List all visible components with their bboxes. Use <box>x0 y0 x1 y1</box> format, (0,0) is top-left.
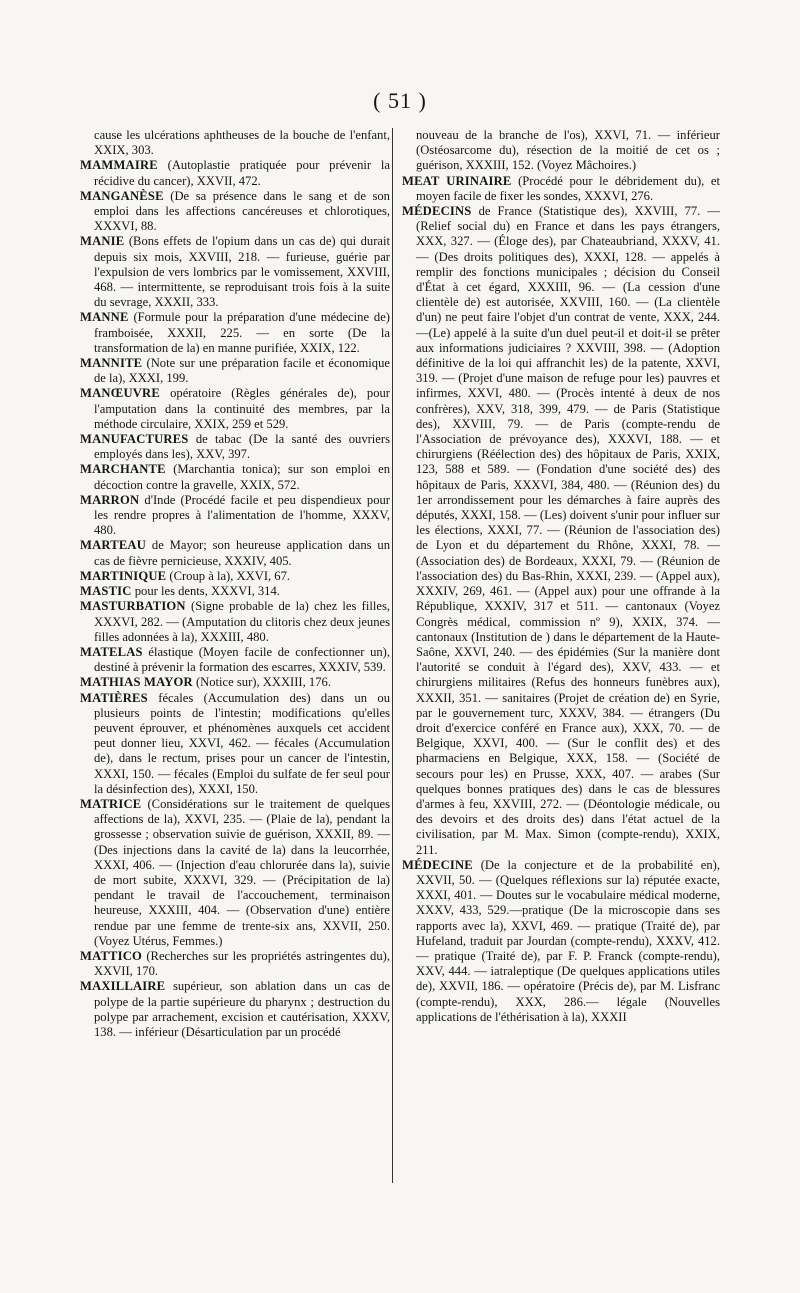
index-entry: MATRICE (Considérations sur le traitement de quelques affections de la), XXVI, 235. — (Plaie de la), pendant la grossesse ; observation suivie de guérison, XXXII, 89. — (Des injections dans la cavité de la) dans la leucorrhée, XXXI, 406. — (Injection d'eau chlorurée dans la), suivie de mort subite, XXXVI, 329. — (Précipitation de la) pendant le travail de l'accouchement, terminaison heureuse, XXXIII, 404. — (Observation d'une) entière rendue par une femme de trente-six ans, XXVII, 250. (Voyez Utérus, Femmes.) <box>80 796 390 948</box>
index-entry: MANNE (Formule pour la préparation d'une médecine de) framboisée, XXXII, 225. — en sorte (De la transformation de la) en manne purifiée, XXIX, 122. <box>80 310 390 355</box>
column-divider <box>392 128 393 1183</box>
index-entry: MAXILLAIRE supérieur, son ablation dans un cas de polype de la partie supérieure du pharynx ; destruction du polype par arrachement, excision et cautérisation, XXXV, 138. — inférieur (Désarticulation par un procédé <box>80 979 390 1039</box>
index-entry: MÉDECINE (De la conjecture et de la probabilité en), XXVII, 50. — (Quelques réflexions sur la) réputée exacte, XXXI, 401. — Doutes sur le vocabulaire médical moderne, XXXV, 433, 529.—pratique (De la microscopie dans ses rapports avec la), XXVI, 469. — pratique (Traité de), par Hufeland, traduit par Jourdan (compte-rendu), XXXV, 412. — pratique (Traité de), par F. P. Franck (compte-rendu), XXV, 444. — iatraleptique (De quelques applications utiles de), XXVII, 186. — opératoire (Précis de), par M. Lisfranc (compte-rendu), XXX, 286.— légale (Nouvelles applications de l'éthérisation à la), XXXII <box>402 857 720 1024</box>
page-number: ( 51 ) <box>373 88 427 113</box>
index-entry: MEAT URINAIRE (Procédé pour le débridement du), et moyen facile de fixer les sondes, XXXVI, 276. <box>402 173 721 203</box>
index-entry: MATIÈRES fécales (Accumulation des) dans un ou plusieurs points de l'intestin; modifications qu'elles peuvent éprouver, et phénomènes auxquels cet accident peut donner lieu, XXVI, 462. — fécales (Accumulation de), dans le rectum, prises pour un cancer de l'intestin, XXXI, 150. — fécales (Emploi du sulfate de fer seul pour la désinfection des), XXXI, 150. <box>80 690 390 796</box>
index-entry: MANNITE (Note sur une préparation facile et économique de la), XXXI, 199. <box>80 356 390 386</box>
index-entry: MANUFACTURES de tabac (De la santé des ouvriers employés dans les), XXV, 397. <box>80 432 390 462</box>
index-entry: nouveau de la branche de l'os), XXVI, 71. — inférieur (Ostéosarcome du), résection de la moitié de cet os ; guérison, XXXIII, 152. (Voyez Mâchoires.) <box>416 128 720 173</box>
index-entry: MATTICO (Recherches sur les propriétés astringentes du), XXVII, 170. <box>80 948 390 979</box>
index-entry: MAMMAIRE (Autoplastie pratiquée pour prévenir la récidive du cancer), XXVII, 472. <box>80 158 390 188</box>
index-entry: cause les ulcérations aphtheuses de la bouche de l'enfant, XXIX, 303. <box>94 128 390 158</box>
index-entry: MATELAS élastique (Moyen facile de confectionner un), destiné à prévenir la formation des escarres, XXXIV, 539. <box>80 644 390 675</box>
index-entry: MARTEAU de Mayor; son heureuse application dans un cas de fièvre pernicieuse, XXXIV, 405. <box>80 538 390 568</box>
index-entry: MARRON d'Inde (Procédé facile et peu dispendieux pour les rendre propres à l'alimentation de l'homme, XXXV, 480. <box>80 492 390 538</box>
index-entry: MARTINIQUE (Croup à la), XXVI, 67. <box>80 568 291 583</box>
index-entry: MANIE (Bons effets de l'opium dans un cas de) qui durait depuis six mois, XXVIII, 218. — furieuse, guérie par l'expulsion de vers lombrics par le vomissement, XXVIII, 468. — intermittente, se reproduisant trois fois à la suite du sevrage, XXXII, 333. <box>80 234 390 310</box>
left-column <box>80 128 390 1040</box>
index-entry: MARCHANTE (Marchantia tonica); sur son emploi en décoction contre la gravelle, XXIX, 572. <box>80 462 390 492</box>
index-entry: MANGANÈSE (De sa présence dans le sang et de son emploi dans les affections cancéreuses et chlorotiques, XXXVI, 88. <box>80 188 390 234</box>
index-entry: MASTIC pour les dents, XXXVI, 314. <box>80 584 280 599</box>
right-column <box>402 128 720 1025</box>
index-entry: MATHIAS MAYOR (Notice sur), XXXIII, 176. <box>80 675 331 690</box>
index-entry: MÉDECINS de France (Statistique des), XXVIII, 77. — (Relief social du) en France et dans les pays étrangers, XXX, 327. — (Éloge des), par Chateaubriand, XXXV, 41. — (Des droits politiques des), XXXI, 128. — appelés à remplir des fonctions municipales ; décision du Conseil d'État à cet égard, XXXIII, 96. — (La cession d'une clientèle de) est autorisée, XXVIII, 160. — (La clientèle d'un) ne peut faire l'objet d'un contrat de vente, XXX, 244.—(Le) appelé à la suite d'un duel peut-il et doit-il se prêter aux informations judiciaires ? XXVIII, 398. — (Adoption définitive de la loi qui affranchit les) de la patente, XXVI, 319. — (Projet d'une maison de refuge pour les) pauvres et infirmes, XXVI, 480. — (Procès intenté à deux de nos confrères), XXV, 318, 399, 479. — de Paris (Statistique des), XXVIII, 79. — de Paris (compte-rendu de l'Association de prévoyance des), XXXVI, 188. — et chirurgiens (Réélection des) des hôpitaux de Paris, XXIX, 123, 588 et 589. — (Fondation d'une société des) des hôpitaux de Paris, XXXVI, 384, 480. — (Réunion des) du 1er arrondissement pour les démarches à faire auprès des députés, XXXI, 158. — (Les) doivent s'unir pour influer sur les élections, XXXI, 77. — (Réunion de l'association des) de Lyon et du département du Rhône, XXXI, 78. — (Association des) de Bordeaux, XXXI, 79. — (Réunion de l'association des) du Bas-Rhin, XXXI, 239. — (Appel aux), XXXIV, 269, 461. — (Appel aux) pour une offrande à la République, XXXIV, 317 et 511. — cantonaux (Voyez Congrès médical, commission nº 9), XXIX, 374. — cantonaux (Institution de ) dans le département de la Haute-Saône, XXVI, 240. — des épidémies (Sur la manière dont l'autorité se conduit à l'égard des), XXV, 433. — et chirurgiens militaires (Refus des honneurs funèbres aux), XXXII, 351. — sanitaires (Projet de création de) en Syrie, par le gouvernement turc, XXXV, 384. — étrangers (Du droit d'exercice conféré en France aux), XXX, 70. — de Belgique, XXVI, 400. — (Sur le conflit des) et des pharmaciens en Belgique, XXX, 158. — (Société de secours pour les) en Prusse, XXX, 407. — arabes (Sur quelques bonnes pratiques des) dans le cas de blessures d'armes à feu, XXVIII, 272. — (Déontologie médicale, ou des devoirs et des droits des) dans l'état actuel de la civilisation, par M. Max. Simon (compte-rendu), XXIX, 211. <box>402 204 720 857</box>
index-entry: MASTURBATION (Signe probable de la) chez les filles, XXXVI, 282. — (Amputation du clitoris chez deux jeunes filles adonnées à la), XXXIII, 480. <box>80 599 391 644</box>
index-entry: MANŒUVRE opératoire (Règles générales de), pour l'amputation dans la continuité des membres, par la méthode circulaire, XXIX, 259 et 529. <box>80 386 391 431</box>
